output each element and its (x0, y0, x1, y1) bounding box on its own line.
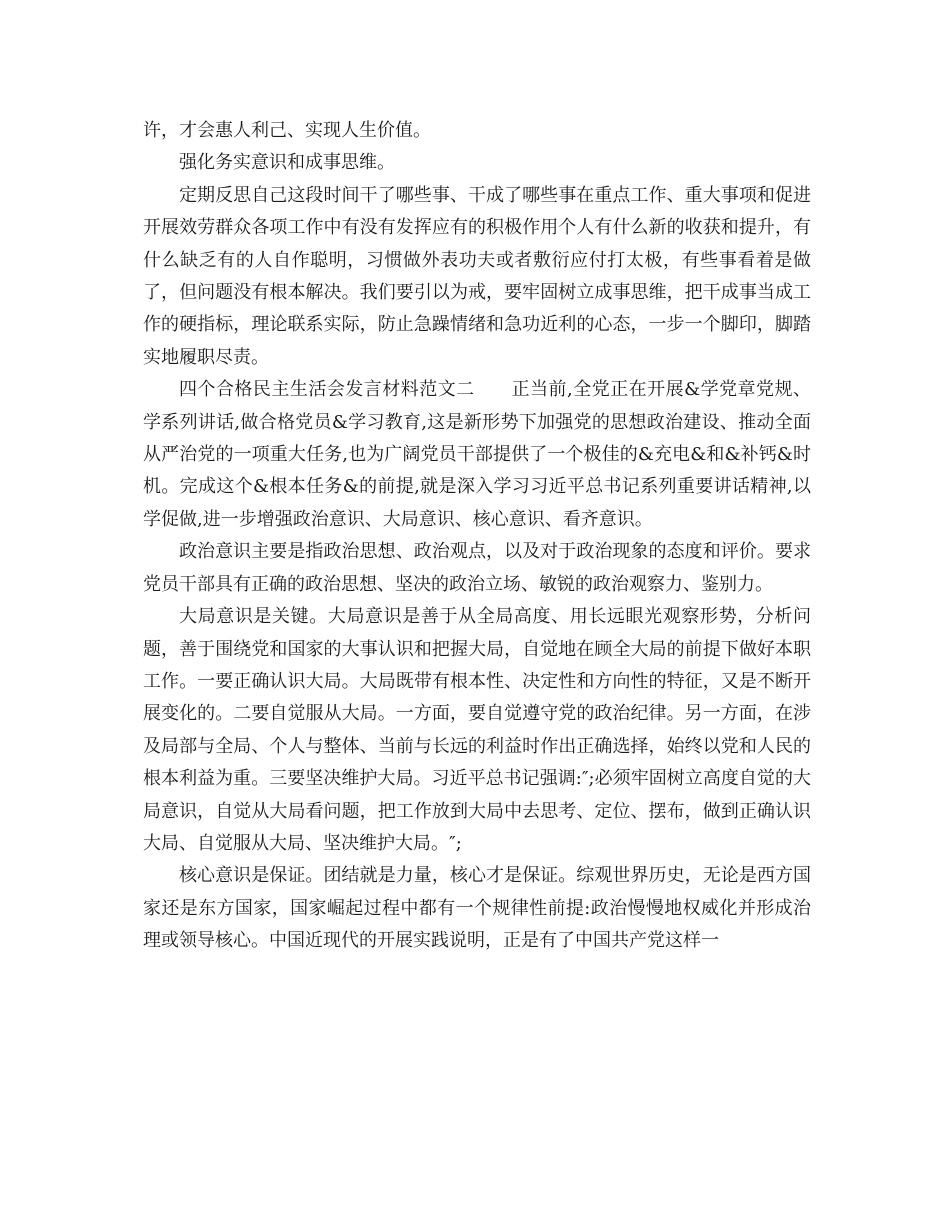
document-body (143, 115, 811, 958)
paragraph-reflection: 定期反思自己这段时间干了哪些事、干成了哪些事在重点工作、重大事项和促进开展效劳群众各项工作中有没有发挥应有的积极作用个人有什么新的收获和提升，有什么缺乏有的人自作聪明，习惯做外表功夫或者敷衍应付打太极，有些事看着是做了，但问题没有根本解决。我们要引以为戒，要牢固树立成事思维，把干成事当成工作的硬指标，理论联系实际，防止急躁情绪和急功近利的心态，一步一个脚印，脚踏实地履职尽责。 (143, 184, 811, 368)
paragraph-continuation: 许，才会惠人利己、实现人生价值。 (143, 120, 431, 141)
paragraph-political-awareness: 政治意识主要是指政治思想、政治观点，以及对于政治现象的态度和评价。要求党员干部具有正确的政治思想、坚决的政治立场、敏锐的政治观察力、鉴别力。 (143, 541, 811, 595)
paragraph-overall-awareness: 大局意识是关键。大局意识是善于从全局高度、用长远眼光观察形势，分析问题，善于围绕党和国家的大事认识和把握大局，自觉地在顾全大局的前提下做好本职工作。一要正确认识大局。大局既带有根本性、决定性和方向性的特征，又是不断开展变化的。二要自觉服从大局。一方面，要自觉遵守党的政治纪律。另一方面，在涉及局部与全局、个人与整体、当前与长远的利益时作出正确选择，始终以党和人民的根本利益为重。三要坚决维护大局。习近平总书记强调:″;必须牢固树立高度自觉的大局意识，自觉从大局看问题，把工作放到大局中去思考、定位、摆布，做到正确认识大局、自觉服从大局、坚决维护大局。″; (143, 606, 811, 854)
paragraph-sample-two: 四个合格民主生活会发言材料范文二 正当前,全党正在开展&学党章党规、学系列讲话,做合格党员&学习教育,这是新形势下加强党的思想政治建设、推动全面从严治党的一项重大任务,也为广阔党员干部提供了一个极佳的&充电&和&补钙&时机。完成这个&根本任务&的前提,就是深入学习习近平总书记系列重要讲话精神,以学促做,进一步增强政治意识、大局意识、核心意识、看齐意识。 (143, 379, 811, 530)
paragraph-core-awareness: 核心意识是保证。团结就是力量，核心才是保证。综观世界历史，无论是西方国家还是东方国家，国家崛起过程中都有一个规律性前提:政治慢慢地权威化并形成治理或领导核心。中国近现代的开展实践说明，正是有了中国共产党这样一 (143, 865, 811, 952)
paragraph-heading-practical: 强化务实意识和成事思维。 (179, 152, 395, 174)
